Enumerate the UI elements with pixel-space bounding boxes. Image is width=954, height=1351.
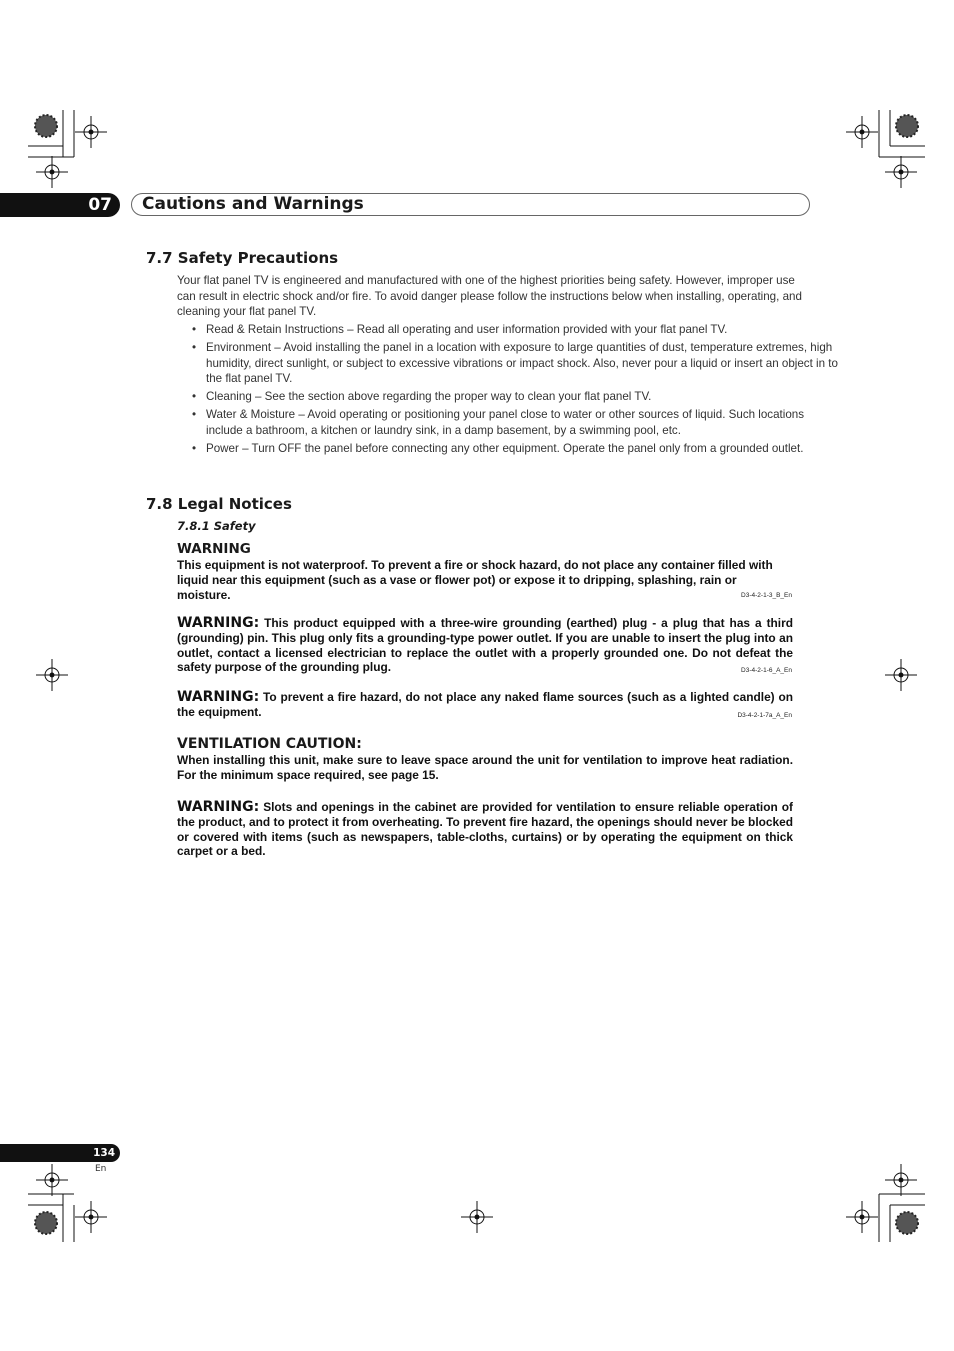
list-item: • Water & Moisture – Avoid operating or positioning your panel close to water or other sources of liquid. Such locations include a bathroom, a kitchen or laundry sink, in a damp basement, by a swimming pool, etc. (206, 407, 838, 438)
warning-1-code: D3-4-2-1-3_B_En (741, 592, 792, 599)
list-item: • Power – Turn OFF the panel before connecting any other equipment. Operate the panel only from a grounded outlet. (206, 441, 838, 457)
warning-4-label: WARNING: (177, 799, 260, 815)
registration-mark-bottom-right (846, 1164, 925, 1242)
registration-mark-bottom-left (28, 1164, 107, 1242)
registration-mark-mid-left (36, 659, 68, 691)
registration-mark-bottom-center (461, 1201, 493, 1233)
section-7-7-intro: Your flat panel TV is engineered and manufactured with one of the highest priorities being safety. However, improper use can result in electric shock and/or fire. To avoid danger please follow the instructions below when installing, operating, and cleaning your flat panel TV. (177, 274, 802, 319)
warning-1-text: This equipment is not waterproof. To prevent a fire or shock hazard, do not place any container filled with liquid near this equipment (such as a vase or flower pot) or expose it to dripping, splashing, rain or moisture. (177, 558, 773, 602)
warning-1-label: WARNING (177, 541, 251, 557)
section-7-7-heading: 7.7 Safety Precautions (146, 249, 339, 267)
warning-4-block (177, 800, 793, 859)
warning-2-code: D3-4-2-1-6_A_En (741, 667, 792, 674)
list-item: • Read & Retain Instructions – Read all operating and user information provided with your flat panel TV. (206, 322, 838, 338)
warning-3-code: D3-4-2-1-7a_A_En (737, 712, 792, 719)
language-code: En (95, 1164, 107, 1174)
registration-mark-top-left (28, 110, 107, 188)
safety-precautions-list (177, 322, 838, 459)
section-7-8-heading: 7.8 Legal Notices (146, 495, 292, 513)
chapter-title: Cautions and Warnings (142, 194, 364, 214)
registration-mark-top-right (846, 110, 925, 188)
page-number: 134 (93, 1147, 115, 1159)
warning-4-text: Slots and openings in the cabinet are provided for ventilation to ensure reliable operation of the product, and to protect it from overheating. To prevent fire hazard, the openings should never be blocked or covered with items (such as newspapers, table-cloths, curtains) or by operating the equipment on thick carpet or a bed. (177, 800, 793, 859)
warning-2-label: WARNING: (177, 615, 260, 631)
warning-3-text: To prevent a fire hazard, do not place any naked flame sources (such as a lighted candle) on the equipment. (177, 690, 793, 719)
ventilation-caution-text: When installing this unit, make sure to leave space around the unit for ventilation to improve heat radiation. For the minimum space required, see page 15. (177, 753, 793, 782)
ventilation-caution-label: VENTILATION CAUTION: (177, 736, 362, 752)
warning-2-text: This product equipped with a three-wire grounding (earthed) plug - a plug that has a third (grounding) pin. This plug only fits a grounding-type power outlet. If you are unable to insert the plug into an outlet, contact a licensed electrician to replace the outlet with a properly grounded one. Do not defeat the safety purpose of the grounding plug. (177, 616, 793, 675)
list-item: • Environment – Avoid installing the panel in a location with exposure to large quantities of dust, temperature extremes, high humidity, direct sunlight, or subject to excessive vibrations or impact shock. Also, never pour a liquid or insert an object in to the flat panel TV. (206, 340, 838, 387)
subsection-heading: 7.8.1 Safety (177, 519, 256, 533)
registration-mark-mid-right (885, 659, 917, 691)
list-item: • Cleaning – See the section above regarding the proper way to clean your flat panel TV. (206, 389, 838, 405)
warning-3-label: WARNING: (177, 689, 260, 705)
chapter-number-tab: 07 (0, 193, 120, 217)
